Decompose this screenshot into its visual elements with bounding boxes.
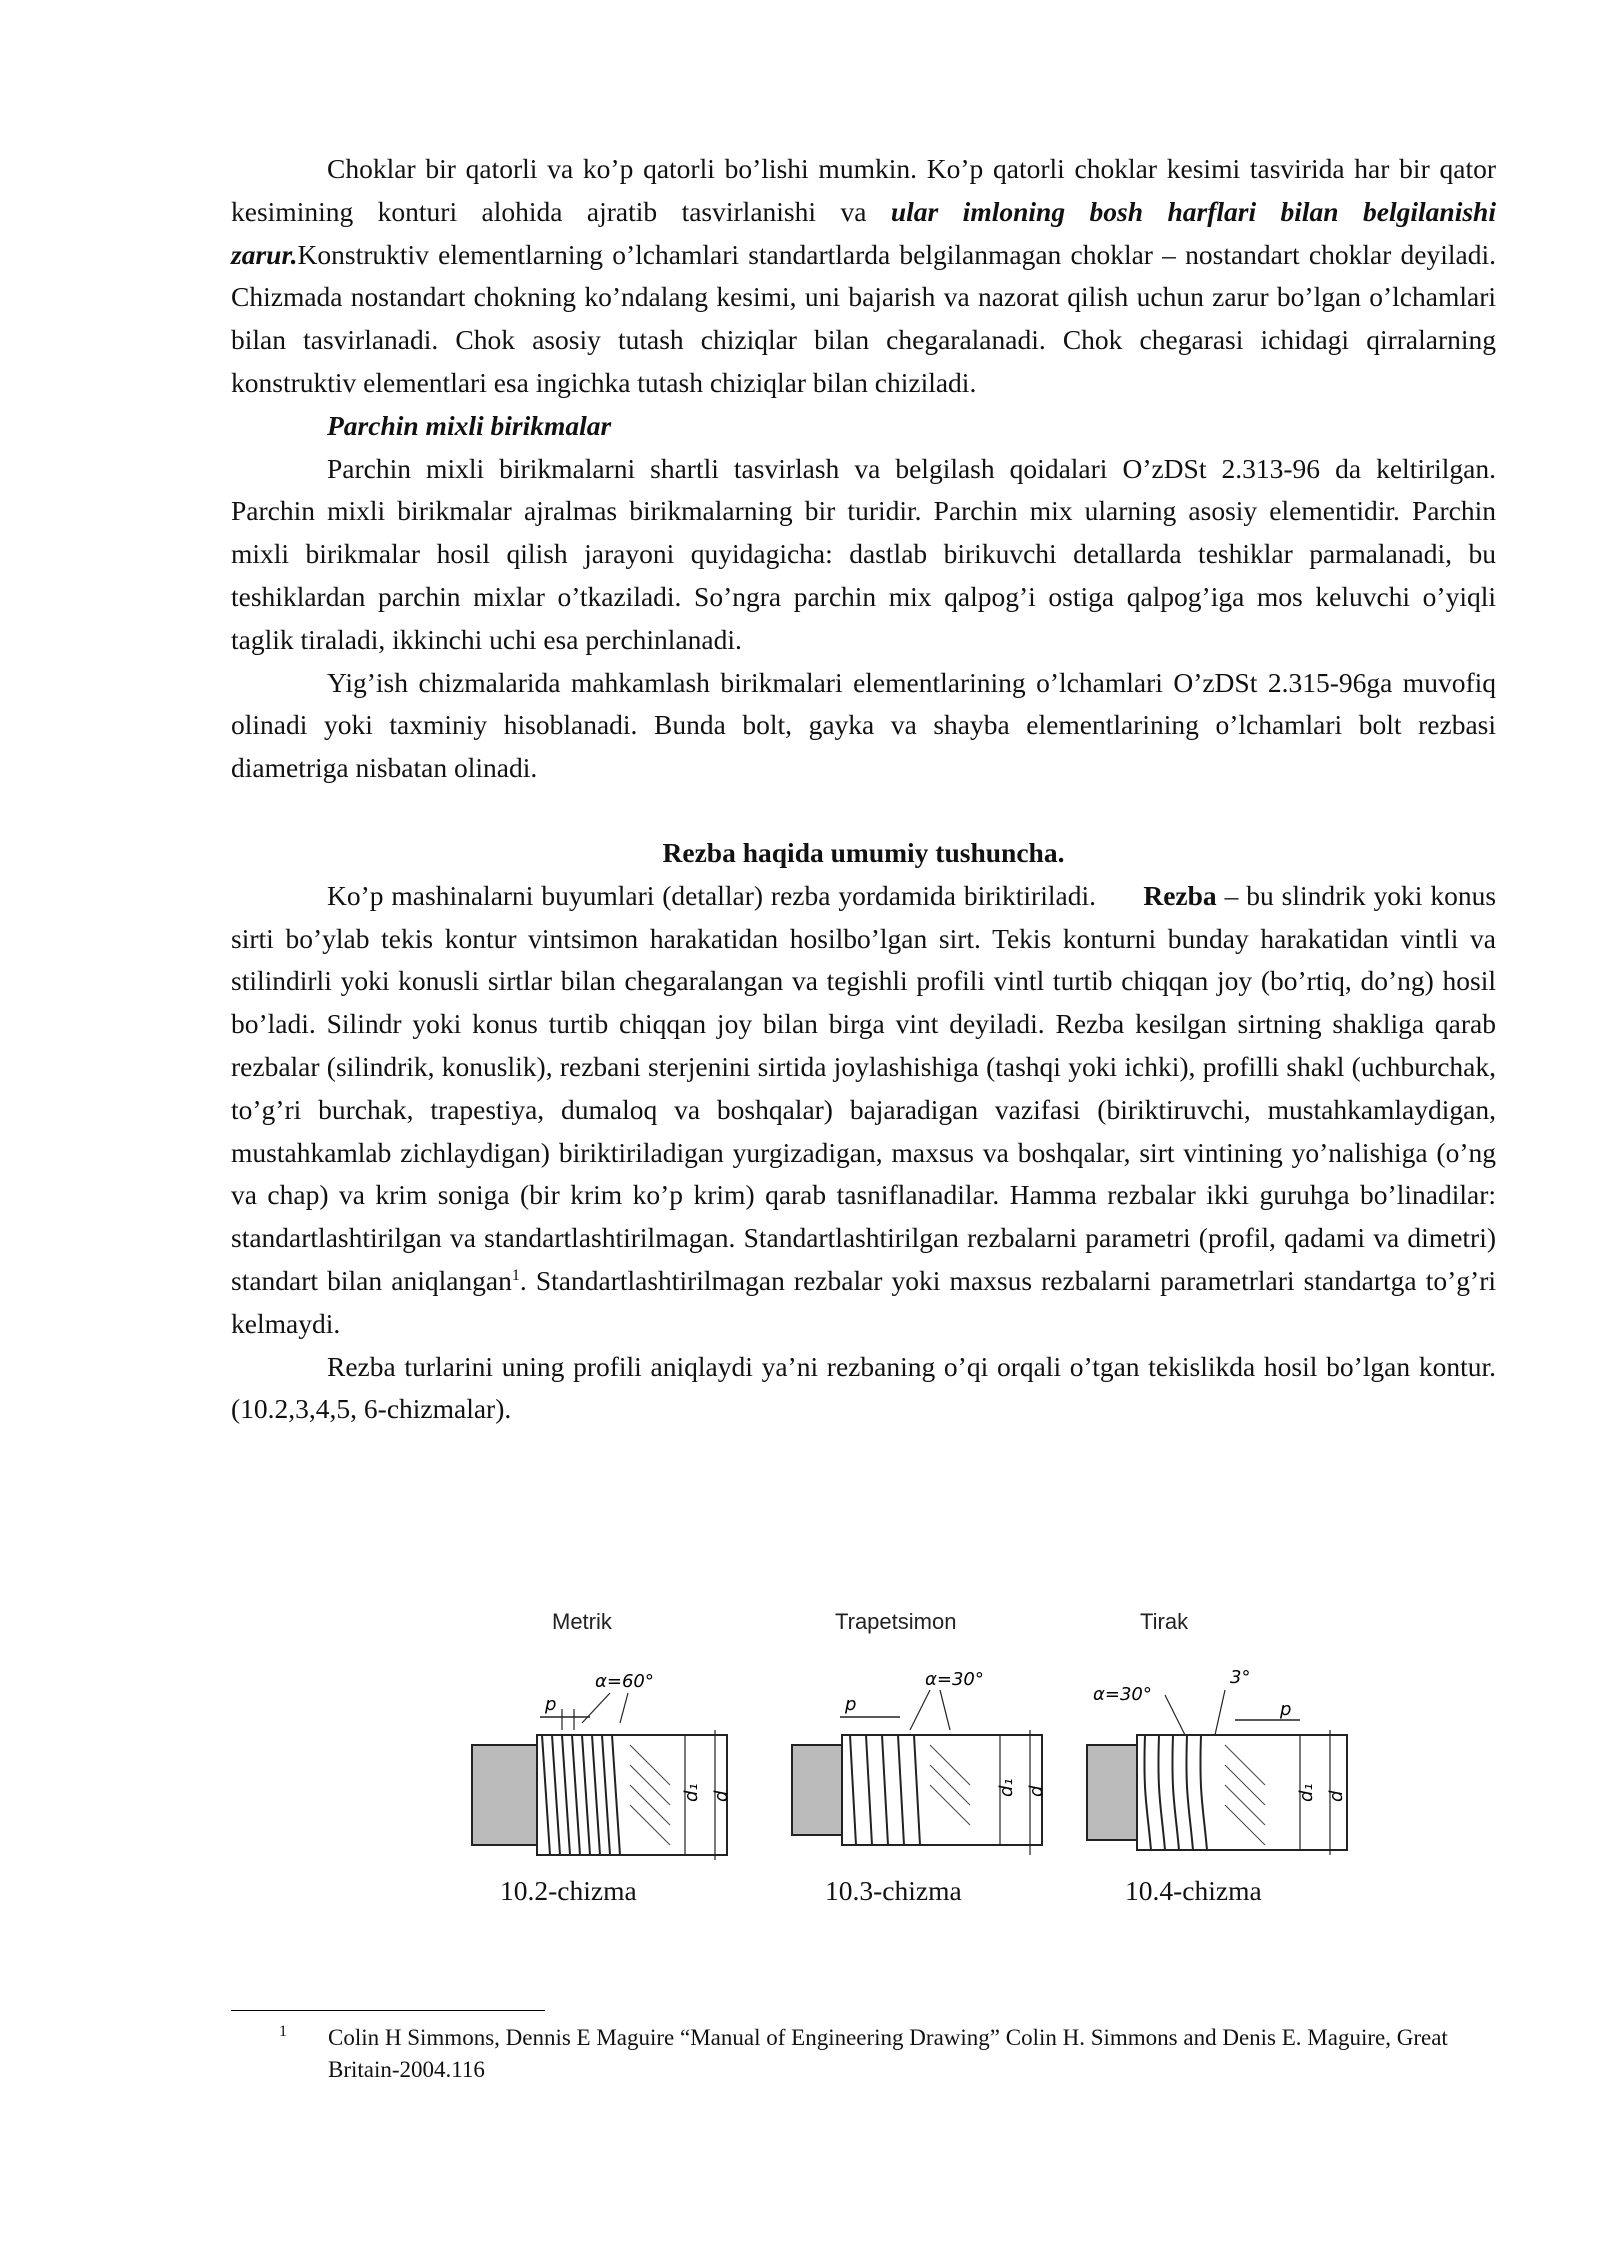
metric-thread-drawing: [470, 1605, 750, 1865]
trapezoidal-thread-drawing: [790, 1605, 1070, 1865]
footnote-ref[interactable]: 1: [511, 1266, 520, 1284]
figure-caption: 10.3-chizma: [825, 1875, 962, 1906]
text-run: . Standartlashtirilmagan rezbalar yoki maxsus rezbalarni parametrlari standartga to’g’ri kelmaydi.: [231, 1264, 1496, 1339]
spacer: [231, 790, 1496, 832]
emphasis-text: ular imloning bosh harflari bilan belgilanishi zarur.: [231, 195, 1496, 270]
figure-label: Trapetsimon: [835, 1609, 957, 1634]
angle-label: α=30°: [1093, 1684, 1152, 1705]
paragraph-assembly: Yig’ish chizmalarida mahkamlash birikmalari elementlarining o’lchamlari O’zDSt 2.315-96ga muvofiq olinadi yoki taxminiy hisoblanadi. Bunda bolt, gayka va shayba elementlarining o’lchamlari bolt rezbasi diametriga nisbatan olinadi.: [231, 666, 1496, 784]
term-rezba: Rezba: [1143, 879, 1217, 911]
text-run: Konstruktiv elementlarning o’lchamlari standartlarda belgilanmagan choklar – nostandart choklar deyiladi. Chizmada nostandart chokning ko’ndalang kesimi, uni bajarish va nazorat qilish uchun zarur bo’lgan o’lchamlari bilan tasvirlanadi. Chok asosiy tutash chiziqlar bilan chegaralanadi. Chok chegarasi ichidagi qirralarning konstruktiv elementlari esa ingichka tutash chiziqlar bilan chiziladi.: [231, 238, 1496, 398]
thread-figures: [470, 1605, 1370, 1925]
section-heading: Rezba haqida umumiy tushuncha.: [662, 836, 1065, 868]
minor-diameter-label: d₁: [681, 1783, 702, 1802]
pitch-label: p: [1280, 1699, 1292, 1720]
footnote-text: Colin H Simmons, Dennis E Maguire “Manual of Engineering Drawing” Colin H. Simmons and Denis E. Maguire, Great Britain-2004.116: [328, 2025, 1448, 2082]
subheading-rivets: Parchin mixli birikmalar: [327, 409, 612, 441]
pitch-label: p: [845, 1694, 857, 1715]
figure-label: Tirak: [1140, 1609, 1189, 1634]
text-run: – bu slindrik yoki konus sirti bo’ylab tekis kontur vintsimon harakatidan hosilbo’lgan sirt. Tekis konturni bunday harakatidan vintli va stilindirli yoki konusli sirtlar bilan chegaralangan va tegishli profili vintl turtib chiqqan joy (bo’rtiq, do’ng) hosil bo’ladi. Silindr yoki konus turtib chiqqan joy bilan birga vint deyiladi. Rezba kesilgan sirtning shakliga qarab rezbalar (silindrik, konuslik), rezbani sterjenini sirtida joylashishiga (tashqi yoki ichki), profilli shakl (uchburchak, to’g’ri burchak, trapestiya, dumaloq va boshqalar) bajaradigan vazifasi (biriktiruvchi, mustahkamlaydigan, mustahkamlab zichlaydigan) biriktiriladigan yurgizadigan, maxsus va boshqalar, sirt vintining yo’nalishiga (o’ng va chap) va krim soniga (bir krim ko’p krim) qarab tasniflanadilar. Hamma rezbalar ikki guruhga bo’linadilar: standartlashtirilgan va standartlashtirilmagan. Standartlashtirilgan rezbalarni parametri (profil, qadami va dimetri) standart bilan aniqlangan: [231, 879, 1497, 1296]
figure-label: Metrik: [552, 1609, 612, 1634]
minor-diameter-label: d₁: [1296, 1783, 1317, 1802]
footnote-separator: [231, 2010, 545, 2011]
major-diameter-label: d: [711, 1790, 732, 1802]
figure-trapezoidal: [790, 1605, 1070, 1906]
paragraph-thread: [231, 875, 1496, 1346]
figure-caption: 10.2-chizma: [500, 1875, 637, 1906]
pitch-label: p: [545, 1694, 557, 1715]
figure-caption: 10.4-chizma: [1125, 1875, 1262, 1906]
footnote: [231, 2022, 1496, 2086]
angle-label: α=60°: [595, 1671, 654, 1692]
text-run: Ko’p mashinalarni buyumlari (detallar) rezba yordamida biriktiriladi.: [327, 879, 1096, 911]
paragraph-rivets: Parchin mixli birikmalarni shartli tasvirlash va belgilash qoidalari O’zDSt 2.313-96 da keltirilgan. Parchin mixli birikmalar ajralmas birikmalarning bir turidir. Parchin mix ularning asosiy elementidir. Parchin mixli birikmalar hosil qilish jarayoni quyidagicha: dastlab birikuvchi detallarda teshiklar parmalanadi, bu teshiklardan parchin mixlar o’tkaziladi. So’ngra parchin mix qalpog’i ostiga qalpog’iga mos keluvchi o’yiqli taglik tiraladi, ikkinchi uchi esa perchinlanadi.: [231, 452, 1496, 655]
angle2-label: 3°: [1230, 1667, 1251, 1688]
minor-diameter-label: d₁: [996, 1778, 1017, 1797]
figure-metric: [470, 1605, 750, 1906]
figure-buttress: [1085, 1605, 1365, 1906]
paragraph-welds: [231, 148, 1496, 405]
angle-label: α=30°: [925, 1669, 984, 1690]
text-run: Choklar bir qatorli va ko’p qatorli bo’lishi mumkin. Ko’p qatorli choklar kesimi tasvirida har bir qator kesimining konturi alohida ajratib tasvirlanishi va: [231, 153, 1496, 227]
major-diameter-label: d: [1026, 1785, 1047, 1797]
document-body: [231, 148, 1496, 1431]
buttress-thread-drawing: [1085, 1605, 1370, 1865]
footnote-number: 1: [279, 2023, 287, 2040]
major-diameter-label: d: [1326, 1790, 1347, 1802]
paragraph-thread-types: Rezba turlarini uning profili aniqlaydi ya’ni rezbaning o’qi orqali o’tgan tekislikda hosil bo’lgan kontur. (10.2,3,4,5, 6-chizmalar).: [231, 1350, 1496, 1425]
